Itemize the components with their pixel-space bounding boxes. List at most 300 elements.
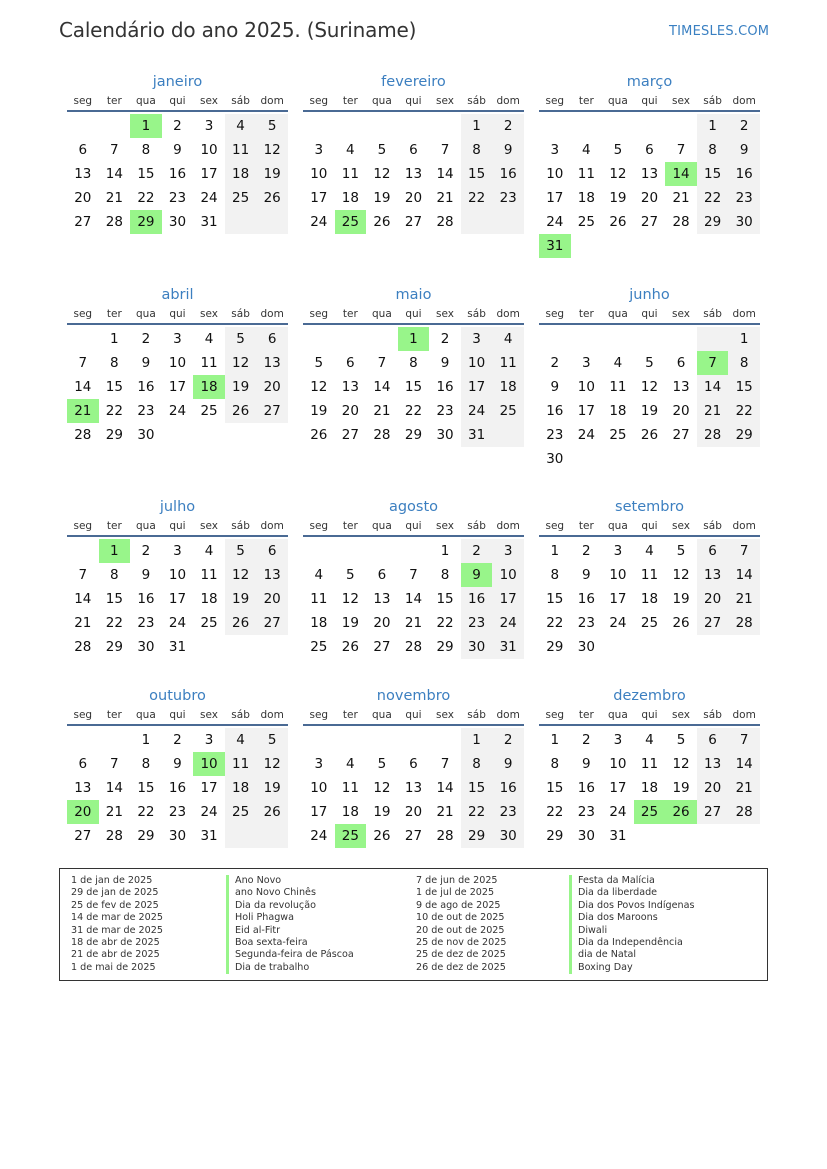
empty-cell xyxy=(461,210,493,234)
day-cell: 25 xyxy=(609,427,627,443)
day-cell: 26 xyxy=(672,615,690,631)
weekday-label: seg xyxy=(73,95,93,107)
empty-cell xyxy=(303,539,335,563)
holiday-legend xyxy=(59,868,768,981)
day-cell: 4 xyxy=(582,142,591,158)
weekday-header xyxy=(67,519,288,537)
day-cell: 20 xyxy=(404,804,423,820)
weekday-header xyxy=(67,94,288,112)
day-cell: 7 xyxy=(78,355,88,371)
day-cell: 30 xyxy=(461,635,493,659)
weekday-label: qua xyxy=(136,308,156,320)
day-cell: 8 xyxy=(110,355,119,371)
weekday-label: sáb xyxy=(703,95,722,107)
day-cell: 8 xyxy=(141,756,151,772)
empty-cell xyxy=(398,539,430,563)
day-cell: 10 xyxy=(168,355,187,371)
day-cell: 3 xyxy=(461,327,493,351)
day-cell: 15 xyxy=(137,780,155,796)
day-cell: 10 xyxy=(168,567,187,583)
day-cell: 23 xyxy=(546,427,564,443)
holiday-day-cell: 26 xyxy=(665,800,697,824)
day-cell: 27 xyxy=(256,399,288,423)
day-cell: 19 xyxy=(373,804,391,820)
day-cell: 7 xyxy=(728,539,760,563)
day-cell: 23 xyxy=(168,804,187,820)
day-cell: 3 xyxy=(314,756,324,772)
day-cell: 12 xyxy=(310,379,328,395)
weekday-label: ter xyxy=(106,95,122,107)
month-outubro xyxy=(67,686,288,848)
weekday-label: ter xyxy=(342,95,358,107)
day-cell: 27 xyxy=(697,800,729,824)
day-cell: 13 xyxy=(373,591,391,607)
weekday-label: ter xyxy=(342,308,358,320)
day-cell: 5 xyxy=(225,539,257,563)
legend-holiday-name: ano Novo Chinês xyxy=(226,887,354,899)
day-cell: 17 xyxy=(546,190,564,206)
day-cell: 3 xyxy=(204,732,214,748)
empty-cell xyxy=(225,824,257,848)
month-title: novembro xyxy=(376,688,451,704)
empty-cell xyxy=(571,114,603,138)
day-cell: 30 xyxy=(577,828,595,844)
legend-holiday-name: Festa da Malícia xyxy=(569,875,695,887)
day-cell: 24 xyxy=(609,804,627,820)
day-cell: 17 xyxy=(310,804,328,820)
day-cell: 6 xyxy=(676,355,686,371)
month-abril xyxy=(67,285,288,447)
weekday-label: qua xyxy=(136,95,156,107)
empty-cell xyxy=(335,728,367,752)
weekday-header xyxy=(303,94,524,112)
weekday-label: qui xyxy=(169,308,186,320)
day-cell: 29 xyxy=(137,828,155,844)
legend-holiday-name: Dia da revolução xyxy=(226,900,354,912)
day-cell: 29 xyxy=(404,427,423,443)
weekday-label: sáb xyxy=(231,95,250,107)
day-cell: 2 xyxy=(141,543,151,559)
day-cell: 24 xyxy=(310,828,328,844)
day-cell: 20 xyxy=(640,190,659,206)
day-cell: 17 xyxy=(577,403,595,419)
day-cell: 30 xyxy=(137,639,155,655)
legend-holiday-name: Dia de trabalho xyxy=(226,962,354,974)
holiday-day-cell: 18 xyxy=(193,375,225,399)
weekday-header xyxy=(67,708,288,726)
day-cell: 16 xyxy=(461,587,493,611)
day-cell: 4 xyxy=(204,543,214,559)
day-cell: 9 xyxy=(492,138,524,162)
day-cell: 26 xyxy=(609,214,627,230)
day-cell: 1 xyxy=(461,114,493,138)
day-cell: 3 xyxy=(173,331,182,347)
weekday-label: sáb xyxy=(703,308,722,320)
day-cell: 23 xyxy=(461,611,493,635)
day-cell: 19 xyxy=(672,591,690,607)
month-title: outubro xyxy=(149,688,206,704)
weekday-label: sex xyxy=(436,95,455,107)
day-cell: 10 xyxy=(577,379,595,395)
day-cell: 28 xyxy=(672,214,690,230)
weekday-label: qua xyxy=(608,709,628,721)
empty-cell xyxy=(728,824,760,848)
weekday-label: dom xyxy=(496,709,520,721)
day-cell: 31 xyxy=(492,635,524,659)
day-cell: 18 xyxy=(341,804,359,820)
day-cell: 9 xyxy=(173,756,182,772)
day-cell: 30 xyxy=(577,639,595,655)
day-cell: 2 xyxy=(550,355,560,371)
day-cell: 10 xyxy=(546,166,564,182)
day-cell: 18 xyxy=(640,591,659,607)
empty-cell xyxy=(728,635,760,659)
day-cell: 14 xyxy=(728,752,760,776)
empty-cell xyxy=(539,327,571,351)
empty-cell xyxy=(665,234,697,258)
day-cell: 24 xyxy=(168,403,187,419)
empty-cell xyxy=(398,114,430,138)
day-cell: 6 xyxy=(645,142,654,158)
day-cell: 30 xyxy=(168,828,187,844)
day-cell: 8 xyxy=(141,142,151,158)
day-cell: 9 xyxy=(440,355,450,371)
weekday-label: qui xyxy=(169,520,186,532)
day-cell: 3 xyxy=(204,118,214,134)
legend-holiday-name: Diwali xyxy=(569,925,695,937)
legend-holiday-name: Dia dos Maroons xyxy=(569,912,695,924)
day-cell: 12 xyxy=(256,138,288,162)
day-cell: 4 xyxy=(225,728,257,752)
day-cell: 15 xyxy=(546,591,564,607)
day-cell: 28 xyxy=(436,828,454,844)
day-cell: 23 xyxy=(577,804,595,820)
weekday-header xyxy=(67,307,288,325)
weekday-label: seg xyxy=(73,520,93,532)
day-cell: 14 xyxy=(436,166,454,182)
day-cell: 12 xyxy=(609,166,627,182)
day-cell: 15 xyxy=(436,591,454,607)
day-cell: 4 xyxy=(314,567,324,583)
day-cell: 5 xyxy=(225,327,257,351)
month-setembro xyxy=(539,497,760,659)
day-cell: 19 xyxy=(256,162,288,186)
day-cell: 2 xyxy=(461,539,493,563)
day-cell: 25 xyxy=(492,399,524,423)
empty-cell xyxy=(67,327,99,351)
day-cell: 5 xyxy=(256,114,288,138)
holiday-day-cell: 29 xyxy=(130,210,162,234)
day-cell: 1 xyxy=(728,327,760,351)
day-cell: 21 xyxy=(436,190,454,206)
day-cell: 7 xyxy=(110,142,119,158)
day-cell: 11 xyxy=(492,351,524,375)
day-cell: 23 xyxy=(492,800,524,824)
day-cell: 9 xyxy=(141,355,151,371)
holiday-day-cell: 25 xyxy=(634,800,666,824)
day-cell: 5 xyxy=(613,142,623,158)
day-cell: 16 xyxy=(492,776,524,800)
weekday-label: dom xyxy=(260,308,284,320)
weekday-label: ter xyxy=(578,520,594,532)
empty-cell xyxy=(67,728,99,752)
legend-holiday-date: 25 de nov de 2025 xyxy=(416,937,507,949)
weekday-label: qui xyxy=(405,520,422,532)
day-cell: 11 xyxy=(640,567,659,583)
day-cell: 29 xyxy=(461,824,493,848)
empty-cell xyxy=(697,635,729,659)
day-cell: 27 xyxy=(256,611,288,635)
day-cell: 9 xyxy=(492,752,524,776)
day-cell: 15 xyxy=(728,375,760,399)
day-cell: 22 xyxy=(105,403,123,419)
day-cell: 3 xyxy=(613,543,623,559)
day-cell: 8 xyxy=(728,351,760,375)
day-cell: 12 xyxy=(256,752,288,776)
day-cell: 24 xyxy=(310,214,328,230)
day-cell: 24 xyxy=(492,611,524,635)
legend-holiday-date: 31 de mar de 2025 xyxy=(71,924,163,936)
day-cell: 22 xyxy=(461,800,493,824)
day-cell: 22 xyxy=(404,403,423,419)
empty-cell xyxy=(256,423,288,447)
weekday-label: ter xyxy=(578,709,594,721)
day-cell: 22 xyxy=(546,804,564,820)
empty-cell xyxy=(665,114,697,138)
holiday-day-cell: 7 xyxy=(697,351,729,375)
day-cell: 27 xyxy=(640,214,659,230)
legend-holiday-date: 20 de out de 2025 xyxy=(416,924,505,936)
day-cell: 27 xyxy=(672,427,690,443)
day-cell: 6 xyxy=(78,756,88,772)
weekday-label: qua xyxy=(372,308,392,320)
month-title: fevereiro xyxy=(381,74,446,90)
day-cell: 10 xyxy=(609,567,627,583)
weekday-label: seg xyxy=(309,709,329,721)
day-cell: 20 xyxy=(404,190,423,206)
day-cell: 6 xyxy=(697,539,729,563)
day-cell: 25 xyxy=(310,639,328,655)
day-cell: 8 xyxy=(550,756,560,772)
day-cell: 29 xyxy=(105,639,123,655)
weekday-label: sex xyxy=(200,95,219,107)
weekday-label: qui xyxy=(641,95,658,107)
weekday-label: qua xyxy=(608,95,628,107)
empty-cell xyxy=(429,728,461,752)
weekday-label: qui xyxy=(405,308,422,320)
day-cell: 28 xyxy=(105,214,123,230)
day-cell: 24 xyxy=(609,615,627,631)
holiday-day-cell: 25 xyxy=(335,824,367,848)
weekday-label: sex xyxy=(672,709,691,721)
day-cell: 17 xyxy=(609,591,627,607)
day-cell: 17 xyxy=(168,591,187,607)
holiday-day-cell: 31 xyxy=(539,234,571,258)
holiday-day-cell: 1 xyxy=(398,327,430,351)
empty-cell xyxy=(634,635,666,659)
weekday-label: ter xyxy=(106,308,122,320)
day-cell: 8 xyxy=(461,752,493,776)
weekday-label: qui xyxy=(169,709,186,721)
weekday-header xyxy=(539,307,760,325)
weekday-label: sex xyxy=(672,520,691,532)
weekday-label: seg xyxy=(309,308,329,320)
weekday-label: sex xyxy=(200,308,219,320)
month-junho xyxy=(539,285,760,471)
day-cell: 14 xyxy=(105,780,123,796)
day-cell: 19 xyxy=(373,190,391,206)
weekday-label: sex xyxy=(200,709,219,721)
empty-cell xyxy=(256,210,288,234)
day-cell: 7 xyxy=(409,567,418,583)
empty-cell xyxy=(602,635,634,659)
day-cell: 19 xyxy=(225,375,257,399)
day-cell: 23 xyxy=(436,403,454,419)
day-cell: 25 xyxy=(200,615,218,631)
legend-holiday-date: 25 de dez de 2025 xyxy=(416,949,506,961)
day-cell: 11 xyxy=(310,591,328,607)
day-cell: 19 xyxy=(609,190,627,206)
empty-cell xyxy=(665,327,697,351)
day-cell: 13 xyxy=(672,379,690,395)
day-cell: 12 xyxy=(341,591,359,607)
day-cell: 28 xyxy=(105,828,123,844)
day-cell: 1 xyxy=(461,728,493,752)
empty-cell xyxy=(335,114,367,138)
day-cell: 11 xyxy=(200,567,218,583)
day-cell: 29 xyxy=(436,639,454,655)
month-janeiro xyxy=(67,72,288,234)
holiday-day-cell: 14 xyxy=(665,162,697,186)
day-cell: 2 xyxy=(582,543,591,559)
day-cell: 7 xyxy=(440,142,450,158)
empty-cell xyxy=(634,824,666,848)
empty-cell xyxy=(492,210,524,234)
day-cell: 31 xyxy=(609,828,627,844)
day-cell: 5 xyxy=(645,355,654,371)
day-cell: 16 xyxy=(137,591,155,607)
day-cell: 25 xyxy=(200,403,218,419)
day-cell: 26 xyxy=(373,214,391,230)
month-title: março xyxy=(626,74,673,90)
empty-cell xyxy=(256,635,288,659)
day-cell: 4 xyxy=(613,355,623,371)
day-cell: 4 xyxy=(346,142,355,158)
empty-cell xyxy=(335,327,367,351)
weekday-label: ter xyxy=(578,308,594,320)
weekday-label: ter xyxy=(578,95,594,107)
day-cell: 13 xyxy=(74,780,92,796)
month-title: setembro xyxy=(615,499,684,515)
day-cell: 4 xyxy=(204,331,214,347)
day-cell: 22 xyxy=(728,399,760,423)
day-cell: 10 xyxy=(310,780,328,796)
day-cell: 22 xyxy=(137,804,155,820)
day-cell: 5 xyxy=(346,567,355,583)
weekday-label: qua xyxy=(136,520,156,532)
weekday-header xyxy=(303,708,524,726)
weekday-label: dom xyxy=(260,709,284,721)
day-cell: 8 xyxy=(461,138,493,162)
day-cell: 24 xyxy=(200,190,218,206)
day-cell: 15 xyxy=(546,780,564,796)
day-cell: 14 xyxy=(74,591,92,607)
weekday-label: qui xyxy=(641,308,658,320)
empty-cell xyxy=(634,234,666,258)
weekday-label: dom xyxy=(732,308,756,320)
legend-holiday-name: dia de Natal xyxy=(569,949,695,961)
day-cell: 24 xyxy=(200,804,218,820)
day-cell: 21 xyxy=(105,804,123,820)
legend-holiday-date: 1 de jan de 2025 xyxy=(71,875,153,886)
weekday-label: qua xyxy=(372,95,392,107)
day-cell: 11 xyxy=(640,756,659,772)
day-cell: 12 xyxy=(373,166,391,182)
day-cell: 8 xyxy=(697,138,729,162)
legend-holiday-date: 26 de dez de 2025 xyxy=(416,961,506,973)
day-cell: 20 xyxy=(256,375,288,399)
day-cell: 15 xyxy=(105,591,123,607)
day-cell: 30 xyxy=(436,427,454,443)
day-cell: 29 xyxy=(546,828,564,844)
legend-dates-left xyxy=(71,875,163,974)
day-cell: 17 xyxy=(200,166,218,182)
day-cell: 4 xyxy=(225,114,257,138)
day-cell: 26 xyxy=(640,427,659,443)
day-cell: 26 xyxy=(225,611,257,635)
empty-cell xyxy=(225,635,257,659)
day-cell: 2 xyxy=(173,732,182,748)
weekday-label: seg xyxy=(309,520,329,532)
month-title: julho xyxy=(159,499,196,515)
day-cell: 30 xyxy=(137,427,155,443)
brand-link[interactable]: TIMESLES.COM xyxy=(669,24,770,39)
empty-cell xyxy=(697,234,729,258)
weekday-label: sáb xyxy=(231,520,250,532)
day-cell: 27 xyxy=(373,639,391,655)
day-cell: 3 xyxy=(314,142,324,158)
empty-cell xyxy=(335,539,367,563)
day-cell: 6 xyxy=(409,142,418,158)
day-cell: 15 xyxy=(137,166,155,182)
day-cell: 10 xyxy=(492,563,524,587)
weekday-label: qua xyxy=(372,520,392,532)
day-cell: 28 xyxy=(74,427,92,443)
day-cell: 19 xyxy=(341,615,359,631)
weekday-label: sáb xyxy=(467,709,486,721)
weekday-label: seg xyxy=(545,520,565,532)
holiday-day-cell: 21 xyxy=(67,399,99,423)
day-cell: 17 xyxy=(168,379,187,395)
day-cell: 19 xyxy=(256,776,288,800)
empty-cell xyxy=(634,114,666,138)
legend-holiday-date: 14 de mar de 2025 xyxy=(71,912,163,924)
day-cell: 28 xyxy=(728,800,760,824)
day-cell: 28 xyxy=(697,423,729,447)
month-title: janeiro xyxy=(152,74,203,90)
day-cell: 5 xyxy=(676,543,686,559)
day-cell: 11 xyxy=(341,166,359,182)
day-cell: 24 xyxy=(168,615,187,631)
weekday-label: sex xyxy=(436,520,455,532)
weekday-label: seg xyxy=(73,709,93,721)
day-cell: 1 xyxy=(550,732,560,748)
weekday-header xyxy=(303,519,524,537)
day-cell: 19 xyxy=(672,780,690,796)
empty-cell xyxy=(571,447,603,471)
day-cell: 15 xyxy=(105,379,123,395)
day-cell: 23 xyxy=(728,186,760,210)
